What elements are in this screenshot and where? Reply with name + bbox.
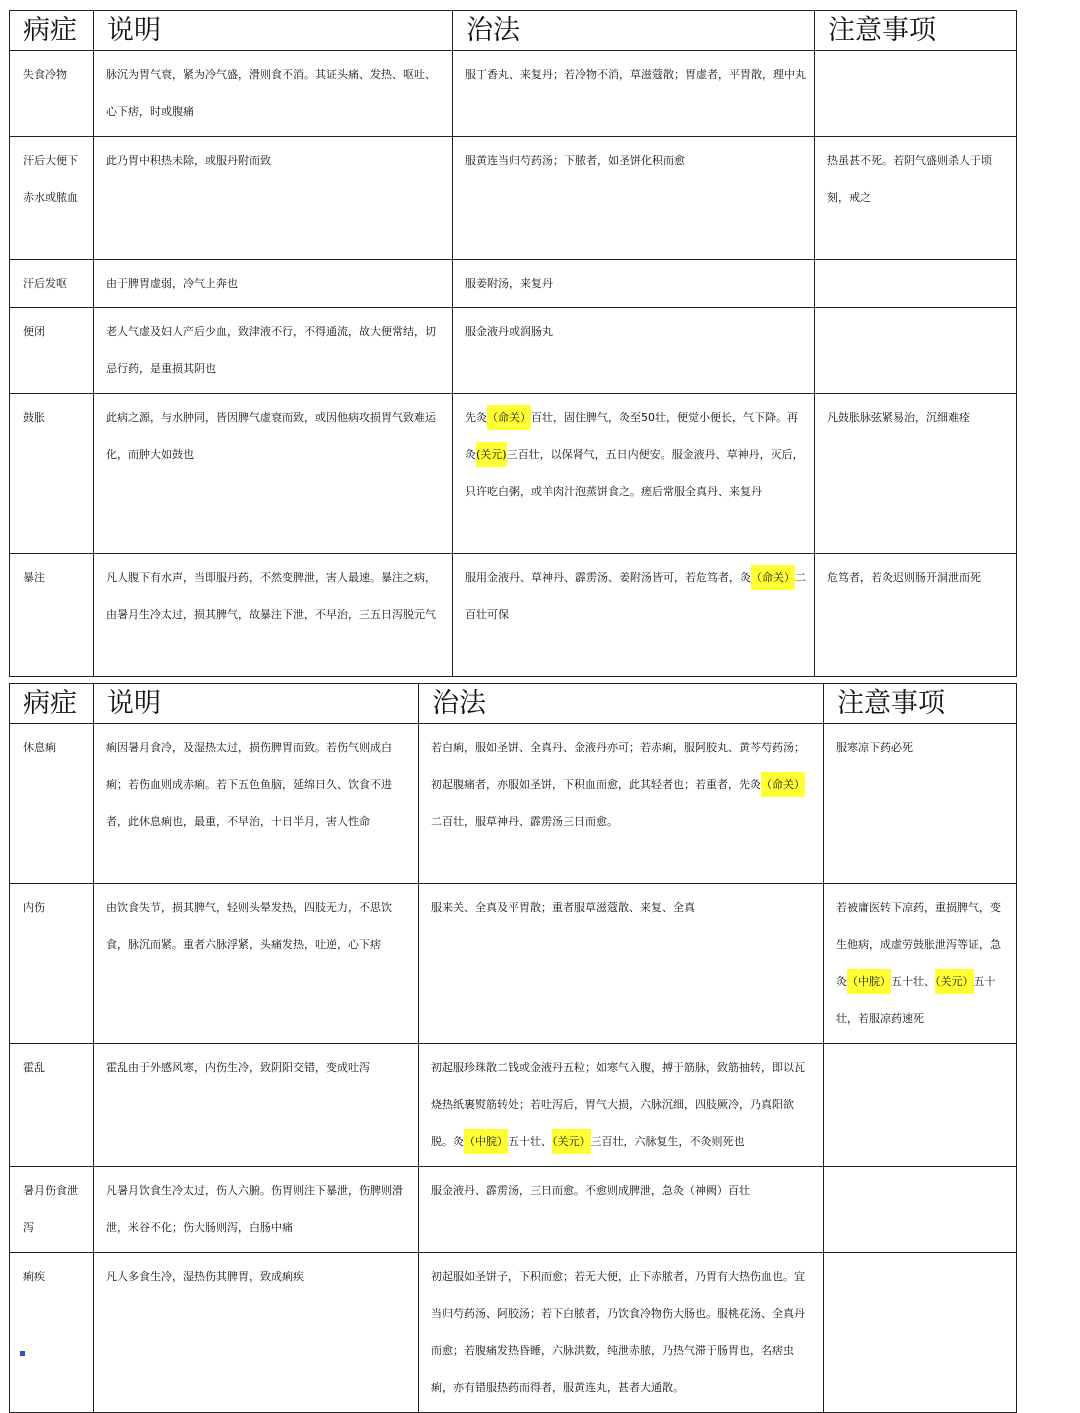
cell-description: 此病之源，与水肿同，皆因脾气虚衰而致，或因他病攻损胃气致难运化，而肿大如鼓也	[94, 394, 453, 554]
column-header-condition: 病症	[10, 11, 94, 51]
table-row	[10, 1167, 1017, 1253]
column-header-description: 说明	[94, 684, 419, 724]
table-row	[10, 1253, 1017, 1413]
cell-treatment	[419, 884, 824, 1044]
cell-condition: 霍乱	[10, 1044, 94, 1167]
cell-notes	[824, 1167, 1017, 1253]
column-header-treatment: 治法	[453, 11, 815, 51]
cell-treatment	[453, 308, 815, 394]
column-header-notes: 注意事项	[824, 684, 1017, 724]
acupoint-highlight: （命关）	[487, 405, 531, 430]
cell-treatment	[453, 51, 815, 137]
cell-condition: 暴注	[10, 554, 94, 677]
cell-notes: 危笃者，若灸迟则肠开洞泄而死	[815, 554, 1017, 677]
text-segment: 初起服珍珠散二钱或金液丹五粒；如寒气入腹，搏于筋脉，致筋抽转，即以瓦烧热纸裹熨筋转处；若吐泻后，胃气大损，六脉沉细，四肢厥冷，乃真阳欲脱。灸	[431, 1061, 805, 1148]
cell-condition: 休息痢	[10, 724, 94, 884]
text-cursor-marker	[20, 1351, 25, 1356]
text-segment: 服丁香丸、来复丹；若冷物不消，草滋蔻散；胃虚者，平胃散，理中丸	[465, 68, 806, 81]
cell-notes	[815, 260, 1017, 308]
text-segment: 五十壮、	[508, 1135, 552, 1148]
text-segment: 服金液丹或润肠丸	[465, 325, 553, 338]
table-row	[10, 308, 1017, 394]
text-segment: 服来关、全真及平胃散；重者服草滋蔻散、来复、全真	[431, 901, 695, 914]
cell-notes	[815, 308, 1017, 394]
text-segment: 服黄连当归芍药汤；下脓者，如圣饼化积而愈	[465, 154, 685, 167]
text-segment: 若被庸医转下凉药，重损脾气，变生他病，成虚劳鼓胀泄泻等证，急灸	[836, 901, 1001, 988]
cell-treatment	[453, 554, 815, 677]
text-segment: 百壮，固住脾气，灸至50壮，便觉小便长，气下降。再灸	[465, 411, 798, 461]
table-1	[9, 10, 1017, 677]
table-row	[10, 137, 1017, 260]
acupoint-highlight: （命关）	[751, 565, 795, 590]
column-header-condition: 病症	[10, 684, 94, 724]
cell-condition: 暑月伤食泄泻	[10, 1167, 94, 1253]
table-header-row	[10, 11, 1017, 51]
cell-condition: 便闭	[10, 308, 94, 394]
cell-treatment	[453, 260, 815, 308]
cell-treatment	[453, 394, 815, 554]
acupoint-highlight: （命关）	[761, 772, 805, 797]
text-segment: 五十壮、	[891, 975, 935, 988]
table-row	[10, 260, 1017, 308]
acupoint-highlight: （关元）	[552, 1129, 591, 1154]
acupoint-highlight: （关元）	[935, 969, 974, 994]
text-segment: 三百壮，以保肾气，五日内便安。服金液丹、草神丹，灭后，只许吃白粥，或羊肉汁泡蒸饼食之。瘥后常服全真丹、来复丹	[465, 448, 804, 498]
cell-condition: 汗后大便下赤水或脓血	[10, 137, 94, 260]
cell-condition: 鼓胀	[10, 394, 94, 554]
table-row	[10, 554, 1017, 677]
table-row	[10, 1044, 1017, 1167]
acupoint-highlight: （中脘）	[847, 969, 891, 994]
cell-description: 霍乱由于外感风寒，内伤生冷，致阴阳交错，变成吐泻	[94, 1044, 419, 1167]
text-segment: 服姜附汤，来复丹	[465, 277, 553, 290]
cell-condition: 失食冷物	[10, 51, 94, 137]
cell-description: 由于脾胃虚弱，冷气上奔也	[94, 260, 453, 308]
cell-description: 此乃胃中积热未除，或服丹附而致	[94, 137, 453, 260]
table-2	[9, 683, 1017, 1413]
cell-condition: 痢疾	[10, 1253, 94, 1413]
cell-treatment	[453, 137, 815, 260]
cell-notes	[824, 1044, 1017, 1167]
text-segment: 二百壮，服草神丹、霹雳汤三日而愈。	[431, 815, 618, 828]
table-row	[10, 51, 1017, 137]
cell-description: 凡人腹下有水声，当即服丹药，不然变脾泄，害人最速。暴注之病，由暑月生冷太过，损其脾气，故暴注下泄，不早治，三五日泻脱元气	[94, 554, 453, 677]
acupoint-highlight: (关元)	[476, 442, 507, 467]
cell-condition: 汗后发呕	[10, 260, 94, 308]
table-row	[10, 724, 1017, 884]
cell-notes: 凡鼓胀脉弦紧易治，沉细难痊	[815, 394, 1017, 554]
column-header-notes: 注意事项	[815, 11, 1017, 51]
cell-notes: 热虽甚不死。若阴气盛则杀人于顷刻，戒之	[815, 137, 1017, 260]
table-row	[10, 394, 1017, 554]
cell-description: 脉沉为胃气衰，紧为冷气盛，滑则食不消。其证头痛、发热、呕吐、心下痞，时或腹痛	[94, 51, 453, 137]
text-segment: 若白痢，服如圣饼、全真丹、金液丹亦可；若赤痢，服阿胶丸、黄芩芍药汤；初起腹痛者，亦服如圣饼，下积血而愈，此其轻者也；若重者，先灸	[431, 741, 805, 791]
text-segment: 初起服如圣饼子，下积而愈；若无大便，止下赤脓者，乃胃有大热伤血也。宜当归芍药汤、阿胶汤；若下白脓者，乃饮食冷物伤大肠也。服桃花汤、全真丹而愈；若腹痛发热昏睡，六脉洪数，纯泄赤脓，乃热气滞于肠胃也，名痞虫痢，亦有错服热药而得者，服黄连丸，甚者大通散。	[431, 1270, 805, 1394]
cell-description: 凡人多食生冷，湿热伤其脾胃，致成痢疾	[94, 1253, 419, 1413]
table-row	[10, 884, 1017, 1044]
cell-description: 痢因暑月食冷，及湿热太过，损伤脾胃而致。若伤气则成白痢；若伤血则成赤痢。若下五色鱼脑，延绵日久、饮食不进者，此休息痢也，最重，不早治，十日半月，害人性命	[94, 724, 419, 884]
cell-description: 老人气虚及妇人产后少血，致津液不行，不得通流，故大便常结，切忌行药，是重损其阴也	[94, 308, 453, 394]
text-segment: 二百壮可保	[465, 571, 806, 621]
cell-treatment	[419, 1253, 824, 1413]
text-segment: 服金液丹、霹雳汤，三日而愈。不愈则成脾泄，急灸（神阙）百壮	[431, 1184, 750, 1197]
text-segment: 三百壮，六脉复生，不灸则死也	[590, 1135, 745, 1148]
cell-treatment	[419, 724, 824, 884]
table-header-row	[10, 684, 1017, 724]
cell-condition: 内伤	[10, 884, 94, 1044]
acupoint-highlight: （中脘）	[464, 1129, 508, 1154]
cell-description: 由饮食失节，损其脾气，轻则头晕发热，四肢无力，不思饮食，脉沉而紧。重者六脉浮紧，头痛发热，吐逆，心下痞	[94, 884, 419, 1044]
cell-notes	[824, 1253, 1017, 1413]
text-segment: 服用金液丹、草神丹、霹雳汤、姜附汤皆可，若危笃者，灸	[465, 571, 751, 584]
cell-notes: 服寒凉下药必死	[824, 724, 1017, 884]
cell-notes	[815, 51, 1017, 137]
cell-description: 凡暑月饮食生冷太过，伤人六腑。伤胃则注下暴泄，伤脾则滑泄，米谷不化；伤大肠则泻，白肠中痛	[94, 1167, 419, 1253]
text-segment: 先灸	[465, 411, 487, 424]
cell-notes	[824, 884, 1017, 1044]
cell-treatment	[419, 1167, 824, 1253]
text-segment: 五十壮，若服凉药速死	[836, 975, 996, 1025]
cell-treatment	[419, 1044, 824, 1167]
column-header-description: 说明	[94, 11, 453, 51]
column-header-treatment: 治法	[419, 684, 824, 724]
